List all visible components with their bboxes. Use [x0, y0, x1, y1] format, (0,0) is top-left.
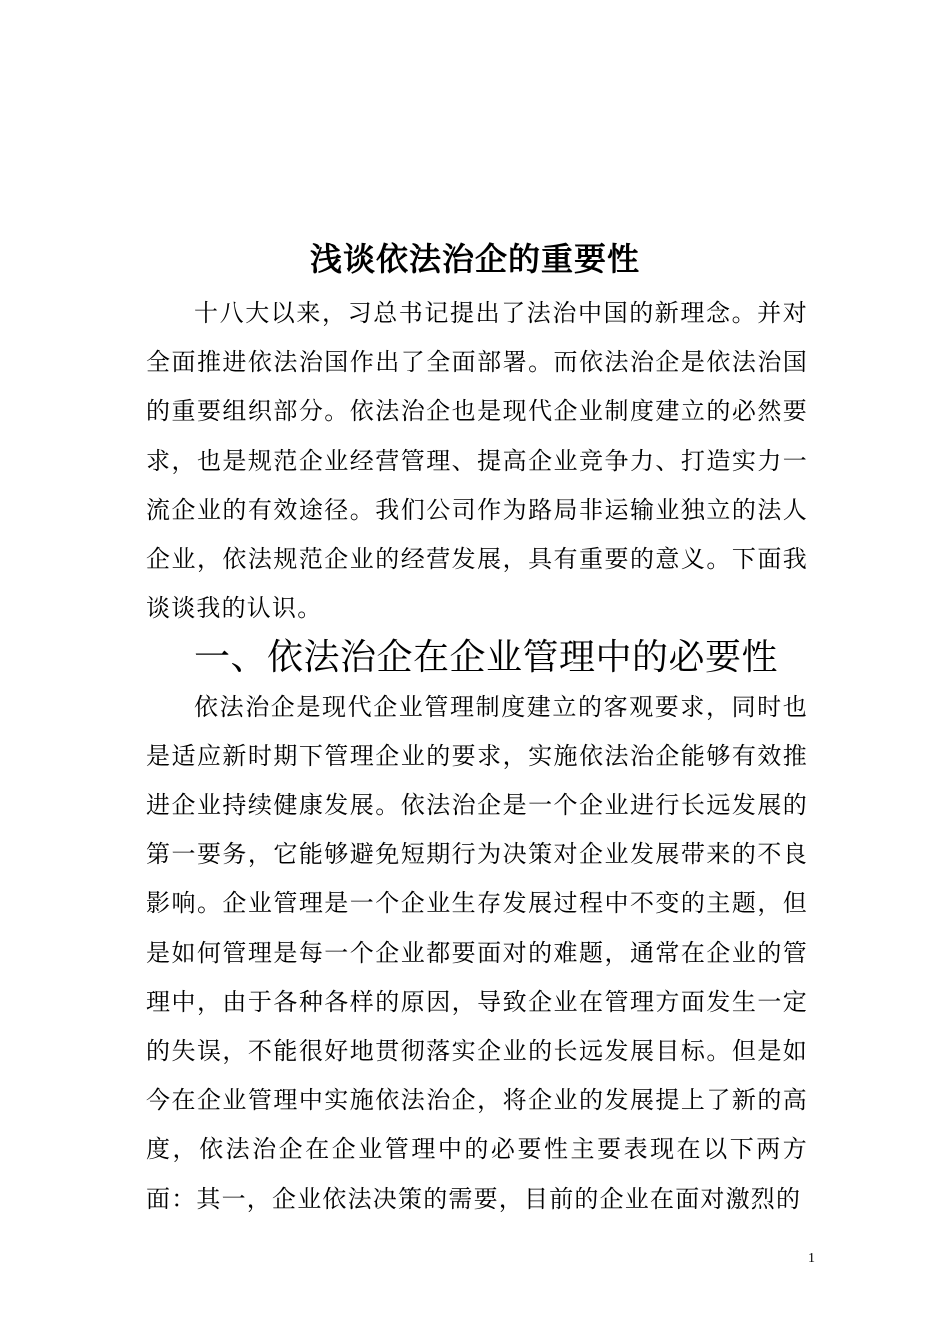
page-number: 1 — [808, 1251, 815, 1266]
section-paragraph: 依法治企是现代企业管理制度建立的客观要求，同时也是适应新时期下管理企业的要求，实施依法治企能够有效推进企业持续健康发展。依法治企是一个企业进行长远发展的第一要务，它能够避免短期行为决策对企业发展带来的不良影响。企业管理是一个企业生存发展过程中不变的主题，但是如何管理是每一个企业都要面对的难题，通常在企业的管理中，由于各种各样的原因，导致企业在管理方面发生一定的失误，不能很好地贯彻落实企业的长远发展目标。但是如今在企业管理中实施依法治企，将企业的发展提上了新的高度，依法治企在企业管理中的必要性主要表现在以下两方面：其一，企业依法决策的需要，目前的企业在面对激烈的 — [146, 692, 808, 1213]
document-body — [146, 289, 808, 1224]
intro-paragraph: 十八大以来，习总书记提出了法治中国的新理念。并对全面推进依法治国作出了全面部署。而依法治企是依法治国的重要组织部分。依法治企也是现代企业制度建立的必然要求，也是规范企业经营管理、提高企业竞争力、打造实力一流企业的有效途径。我们公司作为路局非运输业独立的法人企业，依法规范企业的经营发展，具有重要的意义。下面我谈谈我的认识。 — [146, 299, 808, 623]
section-heading: 一、依法治企在企业管理中的必要性 — [194, 637, 779, 679]
document-title: 浅谈依法治企的重要性 — [309, 240, 640, 279]
